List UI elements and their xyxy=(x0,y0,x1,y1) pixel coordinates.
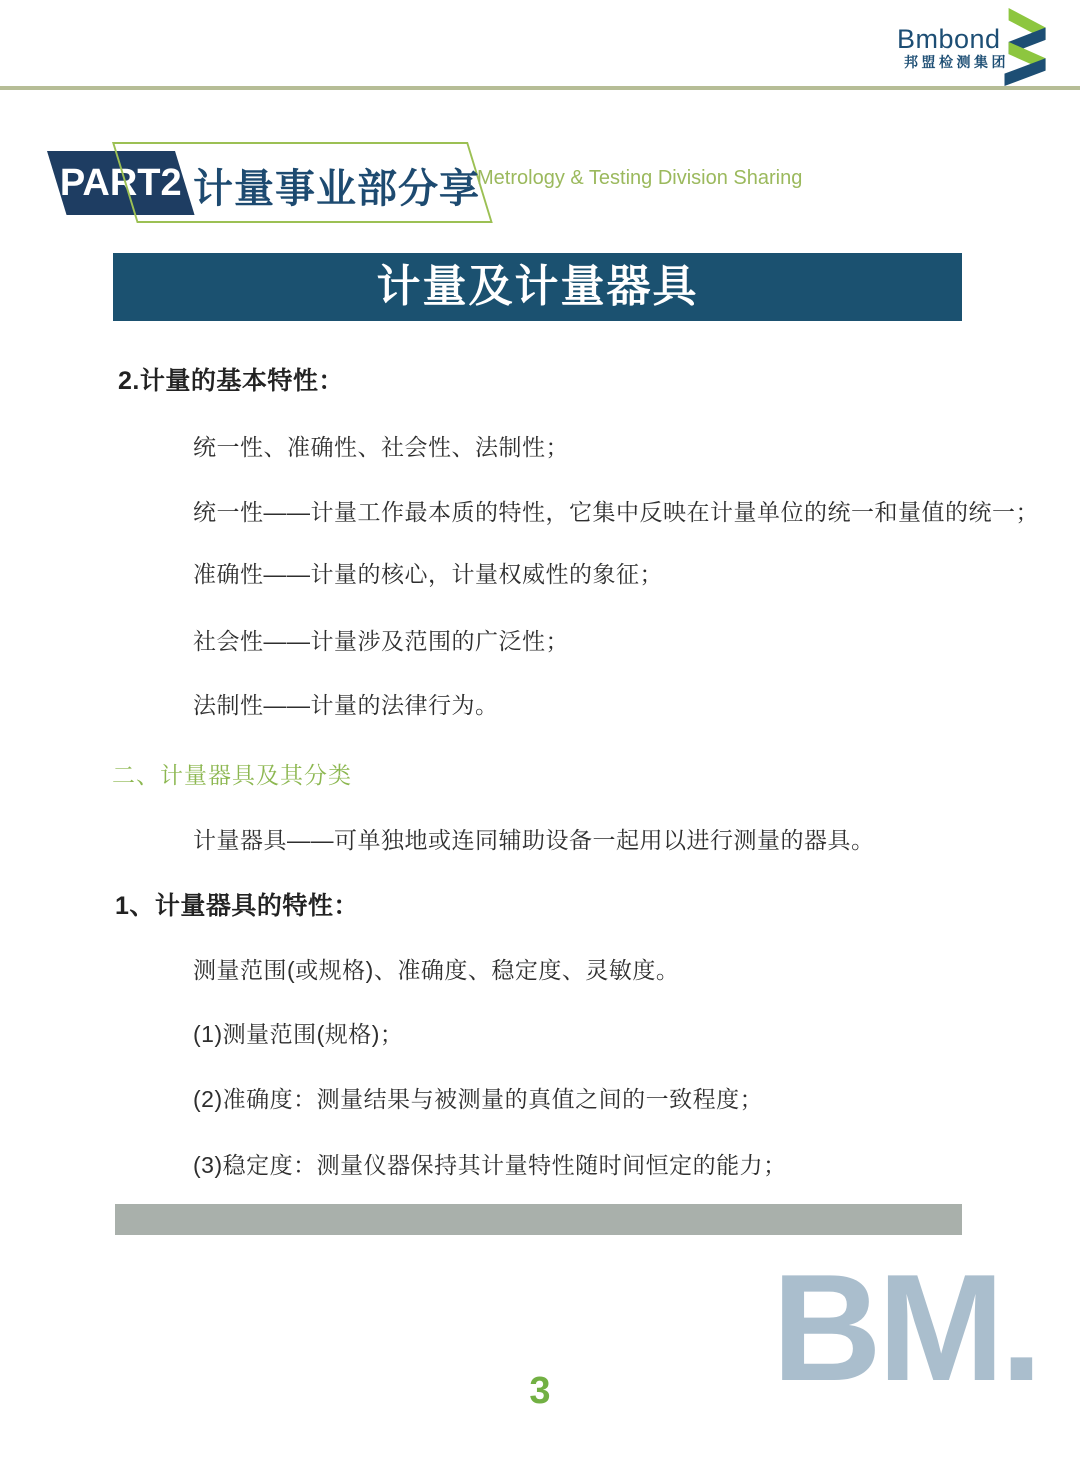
part-section-subtitle-english: Metrology & Testing Division Sharing xyxy=(477,167,803,189)
bottom-gray-bar xyxy=(115,1204,962,1235)
body-line-characteristics-overview: 测量范围(或规格)、准确度、稳定度、灵敏度。 xyxy=(193,957,680,983)
header-divider-line xyxy=(0,86,1080,90)
body-line-instrument-definition: 计量器具——可单独地或连同辅助设备一起用以进行测量的器具。 xyxy=(193,827,875,853)
topic-banner xyxy=(113,253,962,321)
body-line-measuring-range: (1)测量范围(规格)； xyxy=(193,1021,404,1047)
body-line-characteristics-list: 统一性、准确性、社会性、法制性； xyxy=(193,434,569,460)
body-line-unity: 统一性——计量工作最本质的特性，它集中反映在计量单位的统一和量值的统一； xyxy=(193,499,1039,525)
bmbond-logo-name: Bmbond xyxy=(897,24,1001,54)
bmbond-logo-subtitle: 邦盟检测集团 xyxy=(904,54,1009,70)
body-line-stability-definition: (3)稳定度：测量仪器保持其计量特性随时间恒定的能力； xyxy=(193,1152,787,1178)
bm-watermark: BM. xyxy=(772,1243,1039,1413)
body-line-accuracy: 准确性——计量的核心，计量权威性的象征； xyxy=(193,561,663,587)
bmbond-logo xyxy=(890,8,1060,84)
topic-banner-title: 计量及计量器具 xyxy=(376,262,699,311)
heading-basic-characteristics: 2.计量的基本特性： xyxy=(118,367,344,395)
body-line-accuracy-definition: (2)准确度：测量结果与被测量的真值之间的一致程度； xyxy=(193,1086,764,1112)
page-number: 3 xyxy=(529,1370,551,1412)
body-line-sociality: 社会性——计量涉及范围的广泛性； xyxy=(193,628,569,654)
part-section-title: 计量事业部分享 xyxy=(193,167,480,211)
body-line-legality: 法制性——计量的法律行为。 xyxy=(193,692,499,718)
heading-instrument-characteristics: 1、计量器具的特性： xyxy=(115,892,359,920)
bmbond-ribbon-icon xyxy=(1001,8,1047,86)
heading-instruments-classification: 二、计量器具及其分类 xyxy=(112,762,352,788)
part2-badge-label: PART2 xyxy=(59,162,182,204)
